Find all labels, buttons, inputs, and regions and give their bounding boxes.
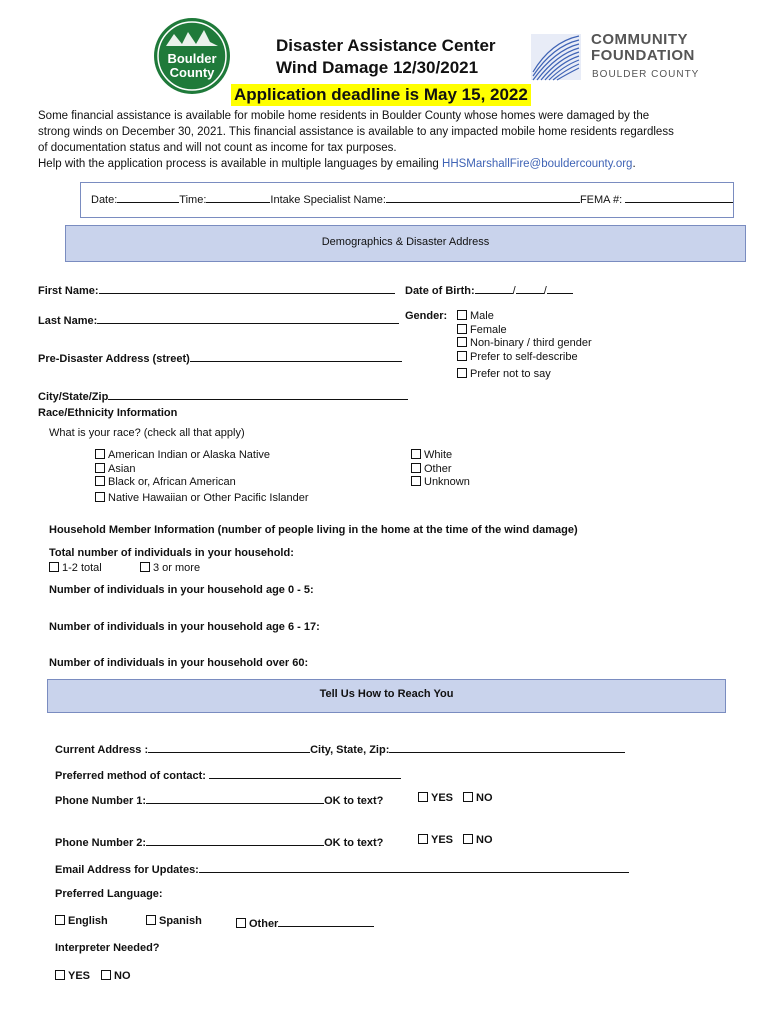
first-name-field[interactable]	[99, 282, 395, 294]
dob-row: Date of Birth: / /	[405, 282, 573, 298]
contact-email-link[interactable]: HHSMarshallFire@bouldercounty.org	[442, 158, 633, 170]
current-address-row	[55, 741, 625, 757]
race-option-label: Unknown	[424, 476, 470, 488]
gender-option-label: Non-binary / third gender	[470, 337, 592, 350]
first-name-label: First Name:	[38, 285, 99, 297]
city-state-zip-field[interactable]	[389, 741, 625, 753]
intro-line3: of documentation status and will not count as income for tax purposes.	[38, 142, 397, 154]
city-field[interactable]	[108, 388, 408, 400]
race-option-label: Black or, African American	[108, 476, 236, 488]
gender-option-nonbinary[interactable]	[457, 337, 592, 351]
section-contact-bar	[47, 679, 726, 713]
age-6-17-label: Number of individuals in your household age 6 - 17:	[49, 621, 320, 633]
race-option[interactable]	[411, 449, 470, 463]
city-label: City/State/Zip	[38, 391, 109, 403]
phone2-field[interactable]	[146, 834, 324, 846]
dob-month-field[interactable]	[475, 282, 513, 294]
preferred-language-label: Preferred Language:	[55, 888, 163, 900]
checkbox[interactable]	[411, 463, 421, 473]
checkbox[interactable]	[55, 915, 65, 925]
race-option-label: Other	[424, 462, 452, 475]
lang-english-option[interactable]	[55, 915, 108, 928]
logo-right-line1: COMMUNITY	[591, 31, 688, 48]
gender-options	[457, 310, 592, 382]
checkbox[interactable]	[95, 492, 105, 502]
preferred-method-field[interactable]	[209, 767, 401, 779]
race-option[interactable]	[95, 476, 309, 490]
lang-english-label: English	[68, 915, 108, 927]
dob-label: Date of Birth:	[405, 285, 475, 297]
race-options-col2	[411, 449, 470, 490]
race-question: What is your race? (check all that apply)	[49, 427, 245, 439]
logo-right-line3: BOULDER COUNTY	[592, 69, 700, 80]
preferred-method-row	[55, 767, 401, 783]
deadline-banner: Application deadline is May 15, 2022	[231, 84, 531, 106]
gender-label: Gender:	[405, 310, 448, 322]
date-field[interactable]	[117, 191, 179, 203]
intro-line2: strong winds on December 30, 2021. This financial assistance is available to any impacted mobile home residents regardless	[38, 126, 674, 138]
gender-option-male[interactable]	[457, 310, 592, 324]
checkbox[interactable]	[418, 834, 428, 844]
phone2-yes[interactable]	[418, 834, 453, 847]
logo-left-line2: County	[169, 65, 215, 80]
dob-day-field[interactable]	[516, 282, 544, 294]
checkbox[interactable]	[411, 449, 421, 459]
intro-line4	[38, 156, 674, 172]
last-name-field[interactable]	[97, 312, 399, 324]
checkbox[interactable]	[457, 337, 467, 347]
interpreter-yes[interactable]	[55, 970, 90, 983]
checkbox[interactable]	[411, 476, 421, 486]
checkbox[interactable]	[236, 918, 246, 928]
gender-option-label: Prefer to self-describe	[470, 351, 578, 364]
phone1-no[interactable]	[463, 792, 493, 805]
title-line2: Wind Damage 12/30/2021	[276, 58, 479, 77]
lang-spanish-label: Spanish	[159, 915, 202, 927]
intake-label: Intake Specialist Name:	[270, 194, 386, 206]
lang-other-option[interactable]	[236, 915, 374, 931]
last-name-label: Last Name:	[38, 315, 98, 327]
city-row	[38, 388, 408, 404]
current-address-label: Current Address :	[55, 744, 149, 756]
address-row	[38, 350, 402, 366]
current-address-field[interactable]	[148, 741, 310, 753]
race-option[interactable]	[95, 449, 309, 463]
phone1-label: Phone Number 1:	[55, 795, 147, 807]
age-0-5-label: Number of individuals in your household age 0 - 5:	[49, 584, 314, 596]
phone1-yes[interactable]	[418, 792, 453, 805]
race-option-label: White	[424, 449, 453, 461]
race-option-label: Asian	[108, 462, 136, 475]
no-label: NO	[476, 834, 493, 846]
time-field[interactable]	[206, 191, 270, 203]
section-contact-title: Tell Us How to Reach You	[319, 688, 454, 700]
household-total-opt2[interactable]	[140, 562, 200, 575]
time-label: Time:	[179, 194, 207, 206]
intro-line4-suffix: .	[632, 158, 636, 170]
checkbox[interactable]	[146, 915, 156, 925]
gender-option-label: Prefer not to say	[470, 367, 551, 380]
phone1-field[interactable]	[146, 792, 324, 804]
intake-field[interactable]	[386, 191, 580, 203]
phone1-row	[55, 792, 383, 808]
address-field[interactable]	[190, 350, 402, 362]
race-option-label: Native Hawaiian or Other Pacific Islander	[108, 491, 309, 504]
checkbox[interactable]	[55, 970, 65, 980]
race-options-col1	[95, 449, 309, 505]
phone2-row	[55, 834, 383, 850]
gender-option-label: Female	[470, 323, 507, 336]
checkbox[interactable]	[457, 310, 467, 320]
phone2-no[interactable]	[463, 834, 493, 847]
city-state-zip-label: City, State, Zip:	[310, 744, 390, 756]
intro-line1: Some financial assistance is available for mobile home residents in Boulder County whose homes were damaged by the	[38, 110, 650, 122]
ok-text-label: OK to text?	[324, 795, 384, 807]
checkbox[interactable]	[101, 970, 111, 980]
checkbox[interactable]	[95, 463, 105, 473]
checkbox[interactable]	[95, 449, 105, 459]
section-demographics-bar	[65, 225, 746, 262]
household-opt1-label: 1-2 total	[62, 562, 102, 574]
yes-label: YES	[68, 970, 91, 982]
gender-option-label: Male	[470, 310, 494, 322]
race-option[interactable]	[411, 463, 470, 477]
gender-option-female[interactable]	[457, 324, 592, 338]
first-name-row	[38, 282, 395, 298]
no-label: NO	[114, 970, 131, 982]
intro-paragraph	[38, 108, 674, 172]
fema-label: FEMA #:	[579, 194, 623, 206]
dob-year-field[interactable]	[547, 282, 573, 294]
checkbox[interactable]	[457, 368, 467, 378]
household-total-opt1[interactable]	[49, 562, 102, 575]
lang-spanish-option[interactable]	[146, 915, 202, 928]
checkbox[interactable]	[140, 562, 150, 572]
phone2-label: Phone Number 2:	[55, 837, 147, 849]
fema-field[interactable]	[625, 191, 733, 203]
race-option-label: American Indian or Alaska Native	[108, 449, 271, 461]
email-updates-row	[55, 861, 629, 877]
interpreter-no[interactable]	[101, 970, 131, 983]
race-heading: Race/Ethnicity Information	[38, 407, 178, 419]
logo-right-line2: FOUNDATION	[591, 47, 695, 64]
yes-label: YES	[431, 792, 454, 804]
household-total-label	[49, 547, 294, 560]
boulder-county-logo	[152, 16, 232, 96]
preferred-method-label: Preferred method of contact:	[55, 770, 206, 782]
no-label: NO	[476, 792, 493, 804]
intro-line4-prefix: Help with the application process is available in multiple languages by emailing	[38, 158, 443, 170]
lang-other-label: Other	[249, 918, 279, 930]
checkbox[interactable]	[457, 351, 467, 361]
interpreter-label: Interpreter Needed?	[55, 942, 160, 954]
email-updates-label: Email Address for Updates:	[55, 864, 199, 876]
address-label: Pre-Disaster Address (street)	[38, 353, 190, 365]
last-name-row	[38, 312, 399, 328]
checkbox[interactable]	[95, 476, 105, 486]
checkbox[interactable]	[49, 562, 59, 572]
logo-left-line1: Boulder	[167, 51, 217, 66]
household-heading: Household Member Information (number of people living in the home at the time of the wind damage)	[49, 524, 578, 536]
section-demographics-title: Demographics & Disaster Address	[321, 236, 490, 248]
checkbox[interactable]	[418, 792, 428, 802]
race-option[interactable]	[411, 476, 470, 490]
checkbox[interactable]	[463, 834, 473, 844]
race-option[interactable]	[95, 492, 309, 506]
date-label: Date:	[91, 194, 118, 206]
checkbox[interactable]	[457, 324, 467, 334]
gender-option-not-say[interactable]	[457, 368, 592, 382]
foundation-logo-icon	[531, 32, 583, 82]
ok-text-label: OK to text?	[324, 837, 384, 849]
household-total-text: Total number of individuals in your household:	[49, 547, 294, 559]
title-line1: Disaster Assistance Center	[276, 36, 496, 55]
lang-other-field[interactable]	[278, 915, 374, 927]
gender-option-self-describe[interactable]	[457, 351, 592, 365]
community-foundation-logo	[531, 32, 711, 82]
over-60-label: Number of individuals in your household over 60:	[49, 657, 309, 669]
page-title	[276, 35, 496, 79]
email-updates-field[interactable]	[199, 861, 629, 873]
household-opt2-label: 3 or more	[153, 562, 201, 574]
yes-label: YES	[431, 834, 454, 846]
office-use-fields	[91, 191, 733, 207]
checkbox[interactable]	[463, 792, 473, 802]
race-option[interactable]	[95, 463, 309, 477]
